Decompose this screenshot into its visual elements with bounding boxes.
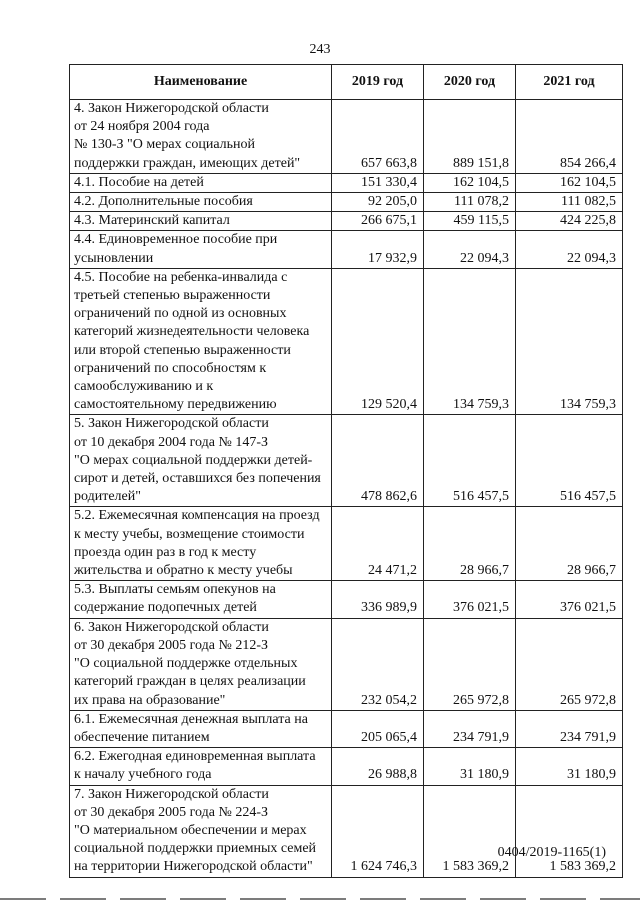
row-name-cell bbox=[70, 581, 332, 618]
value-2019: 657 663,8 bbox=[332, 100, 424, 174]
row-name-line: проезда один раз в год к месту bbox=[74, 544, 257, 560]
value-2019: 17 932,9 bbox=[332, 231, 424, 268]
value-2019: 205 065,4 bbox=[332, 710, 424, 747]
row-name-line: третьей степенью выраженности bbox=[74, 288, 271, 304]
value-2019: 266 675,1 bbox=[332, 212, 424, 231]
header-2019: 2019 год bbox=[332, 65, 424, 100]
row-name-line: самообслуживанию и к bbox=[74, 379, 214, 395]
row-name-line: от 24 ноября 2004 года bbox=[74, 119, 210, 135]
value-2021: 28 966,7 bbox=[516, 507, 623, 581]
row-name-cell bbox=[70, 268, 332, 415]
row-name-line: от 30 декабря 2005 года № 224-З bbox=[74, 804, 268, 820]
value-2020: 376 021,5 bbox=[424, 581, 516, 618]
table-header-row bbox=[70, 65, 623, 100]
value-2021: 134 759,3 bbox=[516, 268, 623, 415]
table-row bbox=[70, 785, 623, 877]
row-name-line: 7. Закон Нижегородской области bbox=[74, 786, 269, 802]
table-row bbox=[70, 710, 623, 747]
row-name-line: 4.4. Единовременное пособие при bbox=[74, 232, 278, 248]
header-name: Наименование bbox=[70, 65, 332, 100]
value-2020: 459 115,5 bbox=[424, 212, 516, 231]
table-row bbox=[70, 193, 623, 212]
row-name-line: жительства и обратно к месту учебы bbox=[74, 563, 293, 579]
row-name-line: "О мерах социальной поддержки детей- bbox=[74, 452, 313, 468]
table-row bbox=[70, 100, 623, 174]
value-2020: 265 972,8 bbox=[424, 618, 516, 710]
row-name-line: 5.2. Ежемесячная компенсация на проезд bbox=[74, 508, 320, 524]
table-row bbox=[70, 618, 623, 710]
document-code: 0404/2019-1165(1) bbox=[497, 845, 606, 860]
value-2020: 889 151,8 bbox=[424, 100, 516, 174]
row-name-line: сирот и детей, оставшихся без попечения bbox=[74, 471, 321, 487]
row-name-line: 4.3. Материнский капитал bbox=[74, 213, 230, 229]
value-2019: 92 205,0 bbox=[332, 193, 424, 212]
row-name-cell bbox=[70, 710, 332, 747]
row-name-line: 6.1. Ежемесячная денежная выплата на bbox=[74, 711, 308, 727]
row-name-line: 4.1. Пособие на детей bbox=[74, 174, 204, 190]
row-name-line: 4.5. Пособие на ребенка-инвалида с bbox=[74, 269, 288, 285]
row-name-line: или второй степенью выраженности bbox=[74, 342, 291, 358]
row-name-line: категорий жизнедеятельности человека bbox=[74, 324, 310, 340]
table-row bbox=[70, 231, 623, 268]
row-name-line: родителей" bbox=[74, 489, 141, 505]
value-2021: 162 104,5 bbox=[516, 173, 623, 192]
table-row bbox=[70, 748, 623, 785]
row-name-line: содержание подопечных детей bbox=[74, 600, 257, 616]
value-2020: 516 457,5 bbox=[424, 415, 516, 507]
value-2019: 26 988,8 bbox=[332, 748, 424, 785]
row-name-line: социальной поддержки приемных семей bbox=[74, 841, 317, 857]
row-name-cell bbox=[70, 415, 332, 507]
value-2021: 265 972,8 bbox=[516, 618, 623, 710]
value-2019: 1 624 746,3 bbox=[332, 785, 424, 877]
value-2020: 1 583 369,2 bbox=[424, 785, 516, 877]
value-2020: 234 791,9 bbox=[424, 710, 516, 747]
row-name-line: от 10 декабря 2004 года № 147-З bbox=[74, 434, 268, 450]
header-2021: 2021 год bbox=[516, 65, 623, 100]
value-2021: 1 583 369,2 bbox=[516, 785, 623, 877]
row-name-line: "О социальной поддержке отдельных bbox=[74, 656, 298, 672]
row-name-line: 5.3. Выплаты семьям опекунов на bbox=[74, 582, 276, 598]
value-2021: 31 180,9 bbox=[516, 748, 623, 785]
row-name-cell bbox=[70, 785, 332, 877]
value-2019: 151 330,4 bbox=[332, 173, 424, 192]
value-2021: 22 094,3 bbox=[516, 231, 623, 268]
row-name-cell bbox=[70, 231, 332, 268]
row-name-line: поддержки граждан, имеющих детей" bbox=[74, 155, 301, 171]
row-name-cell bbox=[70, 193, 332, 212]
row-name-line: на территории Нижегородской области" bbox=[74, 859, 313, 875]
row-name-line: 4.2. Дополнительные пособия bbox=[74, 194, 253, 210]
row-name-line: 5. Закон Нижегородской области bbox=[74, 416, 269, 432]
row-name-line: 6. Закон Нижегородской области bbox=[74, 619, 269, 635]
table-body bbox=[70, 100, 623, 878]
table-row bbox=[70, 507, 623, 581]
table-row bbox=[70, 173, 623, 192]
table-row bbox=[70, 581, 623, 618]
value-2020: 111 078,2 bbox=[424, 193, 516, 212]
row-name-line: к месту учебы, возмещение стоимости bbox=[74, 526, 305, 542]
row-name-line: самостоятельному передвижению bbox=[74, 397, 277, 413]
row-name-cell bbox=[70, 173, 332, 192]
value-2021: 424 225,8 bbox=[516, 212, 623, 231]
scan-edge-artifact bbox=[0, 898, 640, 900]
value-2021: 854 266,4 bbox=[516, 100, 623, 174]
row-name-line: 4. Закон Нижегородской области bbox=[74, 101, 269, 116]
value-2021: 111 082,5 bbox=[516, 193, 623, 212]
value-2021: 516 457,5 bbox=[516, 415, 623, 507]
row-name-cell bbox=[70, 100, 332, 174]
row-name-cell bbox=[70, 618, 332, 710]
row-name-cell bbox=[70, 748, 332, 785]
budget-table bbox=[69, 64, 623, 878]
row-name-cell bbox=[70, 212, 332, 231]
row-name-line: обеспечение питанием bbox=[74, 729, 210, 745]
row-name-cell bbox=[70, 507, 332, 581]
header-2020: 2020 год bbox=[424, 65, 516, 100]
value-2020: 162 104,5 bbox=[424, 173, 516, 192]
row-name-line: их права на образование" bbox=[74, 692, 226, 708]
row-name-line: 6.2. Ежегодная единовременная выплата bbox=[74, 749, 316, 765]
value-2019: 232 054,2 bbox=[332, 618, 424, 710]
value-2019: 129 520,4 bbox=[332, 268, 424, 415]
value-2021: 376 021,5 bbox=[516, 581, 623, 618]
row-name-line: от 30 декабря 2005 года № 212-З bbox=[74, 637, 268, 653]
value-2020: 134 759,3 bbox=[424, 268, 516, 415]
value-2019: 24 471,2 bbox=[332, 507, 424, 581]
value-2020: 31 180,9 bbox=[424, 748, 516, 785]
value-2020: 22 094,3 bbox=[424, 231, 516, 268]
value-2021: 234 791,9 bbox=[516, 710, 623, 747]
row-name-line: ограничений по способностям к bbox=[74, 360, 267, 376]
row-name-line: "О материальном обеспечении и мерах bbox=[74, 822, 307, 838]
value-2019: 478 862,6 bbox=[332, 415, 424, 507]
table-row bbox=[70, 415, 623, 507]
row-name-line: категорий граждан в целях реализации bbox=[74, 674, 306, 690]
value-2019: 336 989,9 bbox=[332, 581, 424, 618]
row-name-line: к началу учебного года bbox=[74, 767, 212, 783]
page-number: 243 bbox=[309, 42, 331, 57]
row-name-line: № 130-З "О мерах социальной bbox=[74, 137, 256, 153]
row-name-line: усыновлении bbox=[74, 250, 154, 266]
table-row bbox=[70, 268, 623, 415]
row-name-line: ограничений по одной из основных bbox=[74, 306, 287, 322]
value-2020: 28 966,7 bbox=[424, 507, 516, 581]
table-row bbox=[70, 212, 623, 231]
